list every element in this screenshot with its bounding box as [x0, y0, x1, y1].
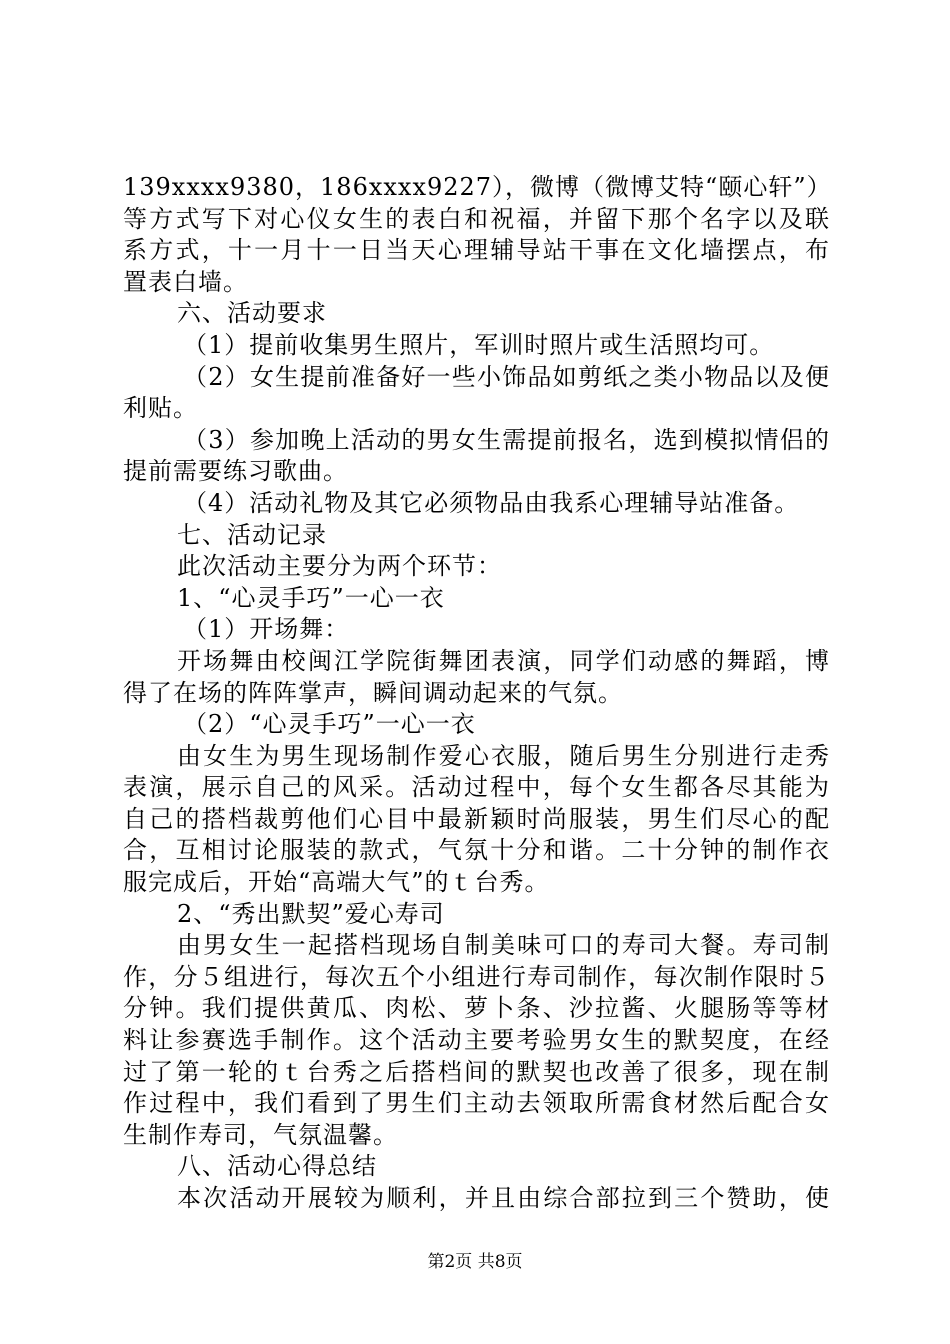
text-line: 生制作寿司，气氛温馨。 [123, 1120, 398, 1149]
text-line: 八、活动心得总结 [177, 1152, 377, 1181]
text-line: 服完成后，开始“高端大气”的ｔ台秀。 [123, 868, 550, 897]
text-line: （1）开场舞： [183, 615, 350, 644]
text-line: 七、活动记录 [177, 520, 327, 549]
text-line: 自己的搭档裁剪他们心目中最新颖时尚服装，男生们尽心的配 [123, 804, 830, 833]
text-line: 提前需要练习歌曲。 [123, 457, 348, 486]
text-line: 由男女生一起搭档现场自制美味可口的寿司大餐。寿司制 [177, 931, 830, 960]
text-line: 分钟。我们提供黄瓜、肉松、萝卜条、沙拉酱、火腿肠等等材 [123, 994, 830, 1023]
text-line: 合，互相讨论服装的款式，气氛十分和谐。二十分钟的制作衣 [123, 836, 830, 865]
text-line: 作，分５组进行，每次五个小组进行寿司制作，每次制作限时５ [123, 962, 830, 991]
text-line: 此次活动主要分为两个环节： [177, 552, 502, 581]
text-line: 置表白墙。 [123, 267, 248, 296]
text-line: 利贴。 [123, 394, 198, 423]
text-line: （2）“心灵手巧”一心一衣 [183, 710, 476, 739]
text-line: （3）参加晚上活动的男女生需提前报名，选到模拟情侣的 [183, 425, 830, 454]
text-line: 139xxxx9380，186xxxx9227），微博（微博艾特“颐心轩”） [123, 173, 832, 201]
text-line: 等方式写下对心仪女生的表白和祝福，并留下那个名字以及联 [123, 204, 830, 233]
text-line: 六、活动要求 [177, 299, 327, 328]
text-line: 由女生为男生现场制作爱心衣服，随后男生分别进行走秀 [177, 741, 830, 770]
page-footer: 第2页 共8页 [427, 1252, 523, 1272]
text-line: 2、“秀出默契”爱心寿司 [177, 899, 445, 928]
text-line: （1）提前收集男生照片，军训时照片或生活照均可。 [183, 330, 775, 359]
document-body [123, 172, 830, 1215]
text-line: 过了第一轮的ｔ台秀之后搭档间的默契也改善了很多，现在制 [123, 1057, 830, 1086]
text-line: 作过程中，我们看到了男生们主动去领取所需食材然后配合女 [123, 1089, 830, 1118]
text-line: （2）女生提前准备好一些小饰品如剪纸之类小物品以及便 [183, 362, 830, 391]
text-line: 料让参赛选手制作。这个活动主要考验男女生的默契度，在经 [123, 1026, 830, 1055]
text-line: 1、“心灵手巧”一心一衣 [177, 583, 445, 612]
text-line: 系方式，十一月十一日当天心理辅导站干事在文化墙摆点，布 [123, 236, 830, 265]
text-line: （4）活动礼物及其它必须物品由我系心理辅导站准备。 [183, 488, 800, 517]
text-line: 开场舞由校闽江学院街舞团表演，同学们动感的舞蹈，博 [177, 646, 830, 675]
text-line: 本次活动开展较为顺利，并且由综合部拉到三个赞助，使 [177, 1184, 830, 1212]
text-line: 表演，展示自己的风采。活动过程中，每个女生都各尽其能为 [123, 773, 830, 802]
text-line: 得了在场的阵阵掌声，瞬间调动起来的气氛。 [123, 678, 623, 707]
